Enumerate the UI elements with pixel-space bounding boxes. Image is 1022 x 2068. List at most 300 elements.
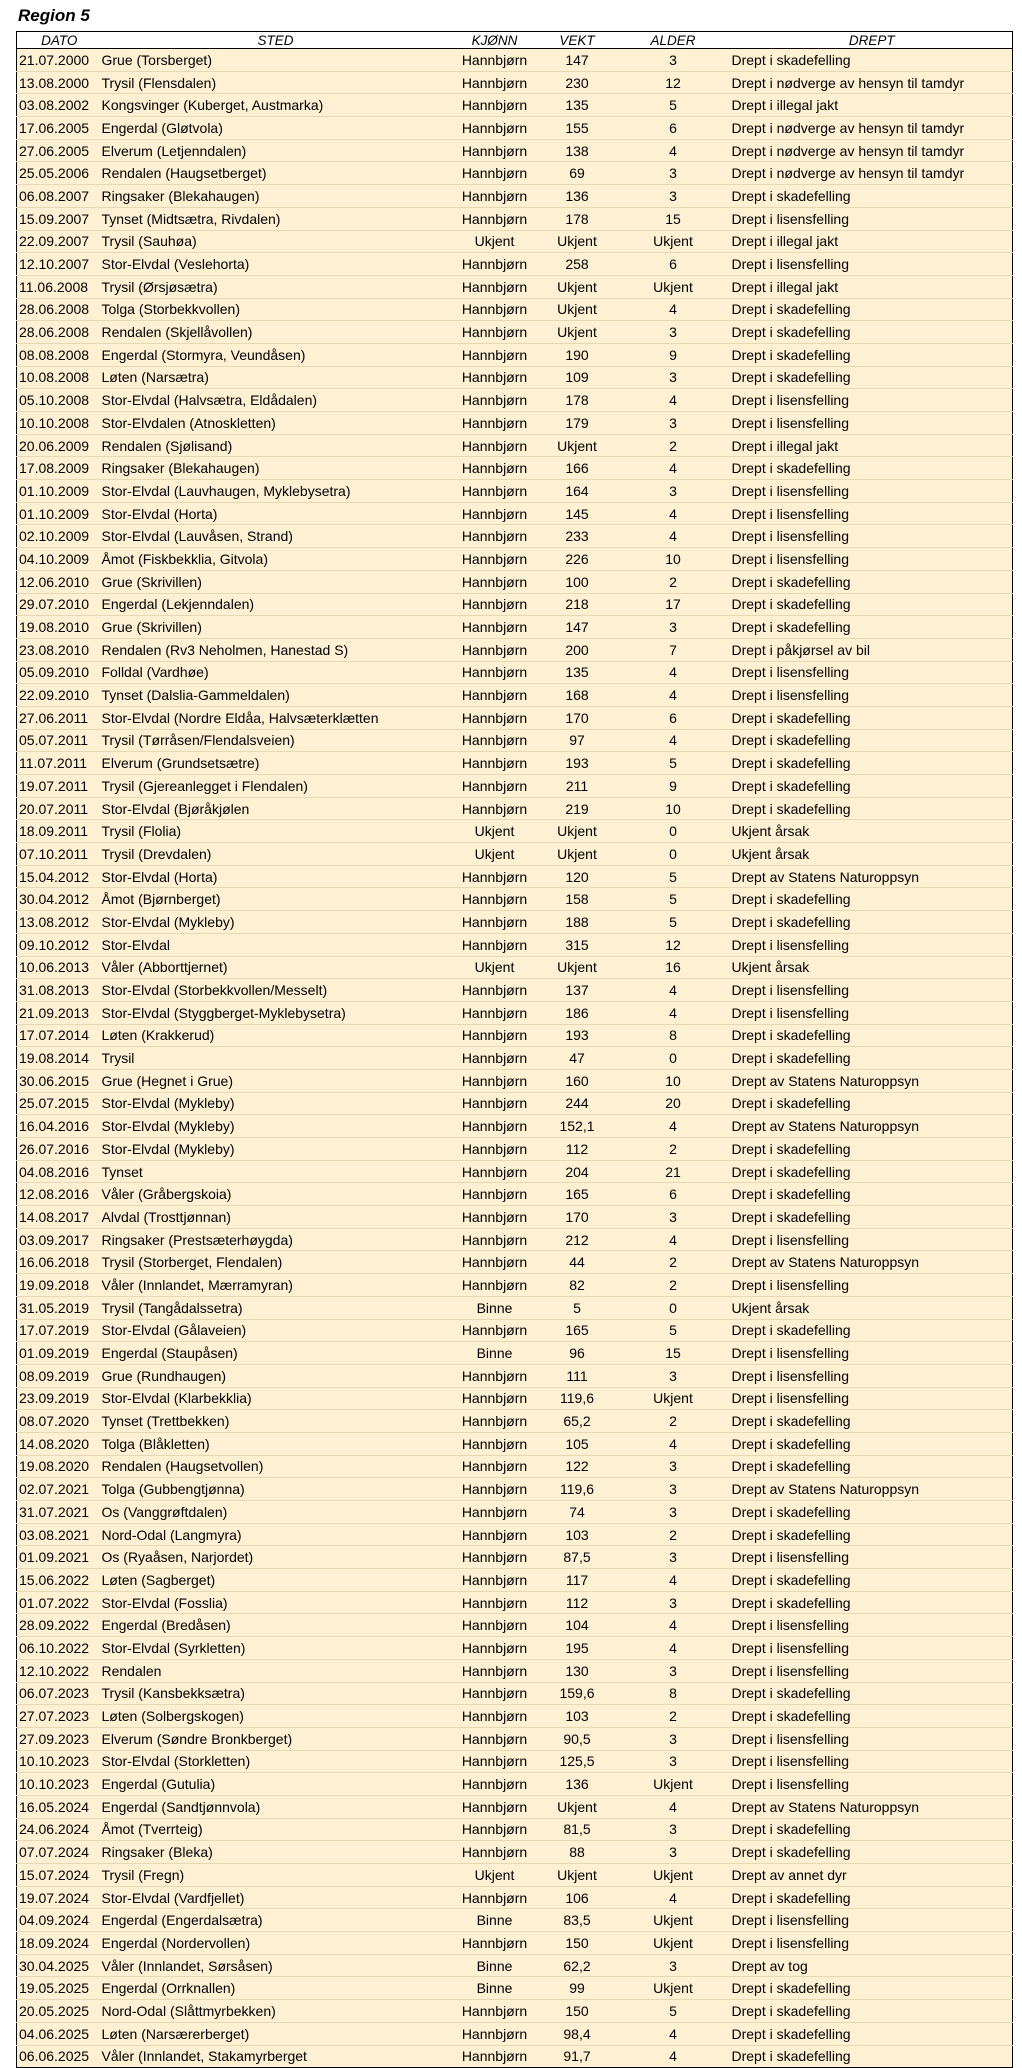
weight-cell[interactable]: 96 [538, 1342, 615, 1365]
age-cell[interactable]: 4 [615, 1886, 730, 1909]
column-header-cause[interactable]: DREPT [730, 32, 1013, 49]
weight-cell[interactable]: 179 [538, 412, 615, 435]
age-cell[interactable]: 2 [615, 1410, 730, 1433]
place-cell[interactable]: Åmot (Tverrteig) [100, 1818, 450, 1841]
cause-cell[interactable]: Drept i lisensfelling [730, 502, 1013, 525]
weight-cell[interactable]: 147 [538, 49, 615, 72]
place-cell[interactable]: Elverum (Grundsetsætre) [100, 752, 450, 775]
age-cell[interactable]: 0 [615, 843, 730, 866]
weight-cell[interactable]: 119,6 [538, 1478, 615, 1501]
date-cell[interactable]: 06.06.2025 [17, 2045, 100, 2068]
weight-cell[interactable]: 88 [538, 1841, 615, 1864]
place-cell[interactable]: Løten (Narsærerberget) [100, 2022, 450, 2045]
place-cell[interactable]: Grue (Rundhaugen) [100, 1364, 450, 1387]
place-cell[interactable]: Tolga (Storbekkvollen) [100, 298, 450, 321]
date-cell[interactable]: 01.10.2009 [17, 502, 100, 525]
sex-cell[interactable]: Hannbjørn [450, 752, 538, 775]
sex-cell[interactable]: Hannbjørn [450, 321, 538, 344]
place-cell[interactable]: Våler (Innlandet, Mærramyran) [100, 1274, 450, 1297]
weight-cell[interactable]: 103 [538, 1705, 615, 1728]
place-cell[interactable]: Engerdal (Engerdalsætra) [100, 1909, 450, 1932]
place-cell[interactable]: Våler (Gråbergskoia) [100, 1183, 450, 1206]
weight-cell[interactable]: Ukjent [538, 843, 615, 866]
sex-cell[interactable]: Hannbjørn [450, 1251, 538, 1274]
age-cell[interactable]: 4 [615, 502, 730, 525]
age-cell[interactable]: 3 [615, 1841, 730, 1864]
date-cell[interactable]: 31.05.2019 [17, 1296, 100, 1319]
place-cell[interactable]: Engerdal (Sandtjønnvola) [100, 1795, 450, 1818]
place-cell[interactable]: Stor-Elvdal (Veslehorta) [100, 253, 450, 276]
age-cell[interactable]: Ukjent [615, 1387, 730, 1410]
place-cell[interactable]: Stor-Elvdal (Mykleby) [100, 1138, 450, 1161]
date-cell[interactable]: 01.07.2022 [17, 1591, 100, 1614]
cause-cell[interactable]: Drept i skadefelling [730, 1682, 1013, 1705]
place-cell[interactable]: Grue (Skrivillen) [100, 570, 450, 593]
age-cell[interactable]: 4 [615, 2045, 730, 2068]
age-cell[interactable]: 4 [615, 525, 730, 548]
age-cell[interactable]: 15 [615, 1342, 730, 1365]
weight-cell[interactable]: 152,1 [538, 1115, 615, 1138]
date-cell[interactable]: 15.06.2022 [17, 1569, 100, 1592]
sex-cell[interactable]: Hannbjørn [450, 593, 538, 616]
place-cell[interactable]: Rendalen (Rv3 Neholmen, Hanestad S) [100, 638, 450, 661]
weight-cell[interactable]: 233 [538, 525, 615, 548]
cause-cell[interactable]: Drept i skadefelling [730, 570, 1013, 593]
sex-cell[interactable]: Hannbjørn [450, 94, 538, 117]
cause-cell[interactable]: Drept i skadefelling [730, 366, 1013, 389]
date-cell[interactable]: 19.07.2024 [17, 1886, 100, 1909]
cause-cell[interactable]: Drept i skadefelling [730, 457, 1013, 480]
sex-cell[interactable]: Hannbjørn [450, 49, 538, 72]
date-cell[interactable]: 21.09.2013 [17, 1001, 100, 1024]
weight-cell[interactable]: 193 [538, 1024, 615, 1047]
cause-cell[interactable]: Drept i skadefelling [730, 1523, 1013, 1546]
place-cell[interactable]: Trysil (Sauhøa) [100, 230, 450, 253]
place-cell[interactable]: Trysil (Storberget, Flendalen) [100, 1251, 450, 1274]
date-cell[interactable]: 20.05.2025 [17, 2000, 100, 2023]
cause-cell[interactable]: Drept i skadefelling [730, 1977, 1013, 2000]
sex-cell[interactable]: Hannbjørn [450, 933, 538, 956]
place-cell[interactable]: Trysil (Fregn) [100, 1864, 450, 1887]
sex-cell[interactable]: Hannbjørn [450, 979, 538, 1002]
cause-cell[interactable]: Drept i skadefelling [730, 321, 1013, 344]
date-cell[interactable]: 12.06.2010 [17, 570, 100, 593]
cause-cell[interactable]: Drept i skadefelling [730, 2045, 1013, 2068]
date-cell[interactable]: 24.06.2024 [17, 1818, 100, 1841]
age-cell[interactable]: 3 [615, 616, 730, 639]
sex-cell[interactable]: Binne [450, 1977, 538, 2000]
place-cell[interactable]: Stor-Elvdal (Fosslia) [100, 1591, 450, 1614]
date-cell[interactable]: 13.08.2000 [17, 71, 100, 94]
age-cell[interactable]: Ukjent [615, 1864, 730, 1887]
date-cell[interactable]: 10.10.2023 [17, 1750, 100, 1773]
cause-cell[interactable]: Drept i lisensfelling [730, 253, 1013, 276]
sex-cell[interactable]: Ukjent [450, 1864, 538, 1887]
age-cell[interactable]: 4 [615, 729, 730, 752]
weight-cell[interactable]: 230 [538, 71, 615, 94]
cause-cell[interactable]: Drept i lisensfelling [730, 979, 1013, 1002]
sex-cell[interactable]: Hannbjørn [450, 1092, 538, 1115]
age-cell[interactable]: 3 [615, 1206, 730, 1229]
weight-cell[interactable]: 165 [538, 1183, 615, 1206]
cause-cell[interactable]: Drept i lisensfelling [730, 1546, 1013, 1569]
weight-cell[interactable]: 200 [538, 638, 615, 661]
cause-cell[interactable]: Drept i skadefelling [730, 1818, 1013, 1841]
age-cell[interactable]: 9 [615, 775, 730, 798]
cause-cell[interactable]: Drept i skadefelling [730, 616, 1013, 639]
sex-cell[interactable]: Hannbjørn [450, 1274, 538, 1297]
weight-cell[interactable]: Ukjent [538, 275, 615, 298]
weight-cell[interactable]: 193 [538, 752, 615, 775]
date-cell[interactable]: 20.06.2009 [17, 434, 100, 457]
age-cell[interactable]: 6 [615, 117, 730, 140]
weight-cell[interactable]: 178 [538, 389, 615, 412]
age-cell[interactable]: 3 [615, 1818, 730, 1841]
age-cell[interactable]: 3 [615, 321, 730, 344]
cause-cell[interactable]: Drept i skadefelling [730, 1024, 1013, 1047]
place-cell[interactable]: Ringsaker (Blekahaugen) [100, 457, 450, 480]
sex-cell[interactable]: Hannbjørn [450, 162, 538, 185]
place-cell[interactable]: Engerdal (Nordervollen) [100, 1932, 450, 1955]
sex-cell[interactable]: Hannbjørn [450, 1727, 538, 1750]
sex-cell[interactable]: Hannbjørn [450, 139, 538, 162]
weight-cell[interactable]: 190 [538, 343, 615, 366]
weight-cell[interactable]: 158 [538, 888, 615, 911]
date-cell[interactable]: 27.06.2005 [17, 139, 100, 162]
age-cell[interactable]: Ukjent [615, 1773, 730, 1796]
weight-cell[interactable]: 137 [538, 979, 615, 1002]
place-cell[interactable]: Våler (Abborttjernet) [100, 956, 450, 979]
age-cell[interactable]: 3 [615, 49, 730, 72]
age-cell[interactable]: 8 [615, 1682, 730, 1705]
weight-cell[interactable]: Ukjent [538, 1795, 615, 1818]
cause-cell[interactable]: Drept i skadefelling [730, 1092, 1013, 1115]
sex-cell[interactable]: Hannbjørn [450, 2000, 538, 2023]
weight-cell[interactable]: 188 [538, 911, 615, 934]
place-cell[interactable]: Stor-Elvdal (Gålaveien) [100, 1319, 450, 1342]
age-cell[interactable]: 4 [615, 389, 730, 412]
sex-cell[interactable]: Hannbjørn [450, 775, 538, 798]
date-cell[interactable]: 29.07.2010 [17, 593, 100, 616]
weight-cell[interactable]: 135 [538, 661, 615, 684]
date-cell[interactable]: 10.08.2008 [17, 366, 100, 389]
sex-cell[interactable]: Hannbjørn [450, 1614, 538, 1637]
date-cell[interactable]: 26.07.2016 [17, 1138, 100, 1161]
cause-cell[interactable]: Drept i skadefelling [730, 1455, 1013, 1478]
date-cell[interactable]: 01.09.2021 [17, 1546, 100, 1569]
place-cell[interactable]: Stor-Elvdal (Mykleby) [100, 1115, 450, 1138]
age-cell[interactable]: 5 [615, 911, 730, 934]
place-cell[interactable]: Våler (Innlandet, Stakamyrberget [100, 2045, 450, 2068]
cause-cell[interactable]: Drept i skadefelling [730, 1319, 1013, 1342]
cause-cell[interactable]: Drept i lisensfelling [730, 1932, 1013, 1955]
cause-cell[interactable]: Drept i lisensfelling [730, 1364, 1013, 1387]
age-cell[interactable]: 3 [615, 1364, 730, 1387]
date-cell[interactable]: 05.10.2008 [17, 389, 100, 412]
date-cell[interactable]: 03.08.2021 [17, 1523, 100, 1546]
cause-cell[interactable]: Drept i lisensfelling [730, 412, 1013, 435]
sex-cell[interactable]: Hannbjørn [450, 1410, 538, 1433]
weight-cell[interactable]: 47 [538, 1047, 615, 1070]
cause-cell[interactable]: Drept i lisensfelling [730, 1727, 1013, 1750]
place-cell[interactable]: Engerdal (Gutulia) [100, 1773, 450, 1796]
date-cell[interactable]: 31.08.2013 [17, 979, 100, 1002]
weight-cell[interactable]: 212 [538, 1228, 615, 1251]
date-cell[interactable]: 01.10.2009 [17, 480, 100, 503]
place-cell[interactable]: Trysil (Kansbekksætra) [100, 1682, 450, 1705]
cause-cell[interactable]: Drept i skadefelling [730, 49, 1013, 72]
cause-cell[interactable]: Drept i skadefelling [730, 343, 1013, 366]
date-cell[interactable]: 30.04.2025 [17, 1954, 100, 1977]
sex-cell[interactable]: Hannbjørn [450, 548, 538, 571]
date-cell[interactable]: 01.09.2019 [17, 1342, 100, 1365]
age-cell[interactable]: 4 [615, 2022, 730, 2045]
sex-cell[interactable]: Binne [450, 1296, 538, 1319]
date-cell[interactable]: 15.04.2012 [17, 865, 100, 888]
date-cell[interactable]: 19.08.2020 [17, 1455, 100, 1478]
cause-cell[interactable]: Drept i skadefelling [730, 706, 1013, 729]
weight-cell[interactable]: 135 [538, 94, 615, 117]
sex-cell[interactable]: Hannbjørn [450, 343, 538, 366]
place-cell[interactable]: Rendalen (Skjellåvollen) [100, 321, 450, 344]
age-cell[interactable]: Ukjent [615, 230, 730, 253]
date-cell[interactable]: 16.06.2018 [17, 1251, 100, 1274]
cause-cell[interactable]: Drept i skadefelling [730, 1841, 1013, 1864]
sex-cell[interactable]: Hannbjørn [450, 366, 538, 389]
place-cell[interactable]: Engerdal (Lekjenndalen) [100, 593, 450, 616]
weight-cell[interactable]: 164 [538, 480, 615, 503]
cause-cell[interactable]: Drept i skadefelling [730, 298, 1013, 321]
age-cell[interactable]: 2 [615, 1523, 730, 1546]
age-cell[interactable]: 17 [615, 593, 730, 616]
place-cell[interactable]: Åmot (Fiskbekklia, Gitvola) [100, 548, 450, 571]
place-cell[interactable]: Ringsaker (Prestsæterhøygda) [100, 1228, 450, 1251]
cause-cell[interactable]: Drept i lisensfelling [730, 1614, 1013, 1637]
date-cell[interactable]: 09.10.2012 [17, 933, 100, 956]
date-cell[interactable]: 30.06.2015 [17, 1069, 100, 1092]
age-cell[interactable]: 3 [615, 1591, 730, 1614]
date-cell[interactable]: 05.09.2010 [17, 661, 100, 684]
sex-cell[interactable]: Hannbjørn [450, 1069, 538, 1092]
place-cell[interactable]: Engerdal (Gløtvola) [100, 117, 450, 140]
age-cell[interactable]: Ukjent [615, 1909, 730, 1932]
weight-cell[interactable]: 62,2 [538, 1954, 615, 1977]
age-cell[interactable]: 4 [615, 684, 730, 707]
place-cell[interactable]: Trysil [100, 1047, 450, 1070]
age-cell[interactable]: 3 [615, 412, 730, 435]
weight-cell[interactable]: Ukjent [538, 230, 615, 253]
cause-cell[interactable]: Drept i lisensfelling [730, 1773, 1013, 1796]
place-cell[interactable]: Trysil (Drevdalen) [100, 843, 450, 866]
cause-cell[interactable]: Drept i illegal jakt [730, 230, 1013, 253]
place-cell[interactable]: Engerdal (Staupåsen) [100, 1342, 450, 1365]
sex-cell[interactable]: Hannbjørn [450, 1773, 538, 1796]
age-cell[interactable]: 3 [615, 1478, 730, 1501]
age-cell[interactable]: 3 [615, 1455, 730, 1478]
date-cell[interactable]: 19.07.2011 [17, 775, 100, 798]
cause-cell[interactable]: Drept i påkjørsel av bil [730, 638, 1013, 661]
cause-cell[interactable]: Drept i nødverge av hensyn til tamdyr [730, 117, 1013, 140]
place-cell[interactable]: Stor-Elvdal (Mykleby) [100, 911, 450, 934]
date-cell[interactable]: 06.08.2007 [17, 185, 100, 208]
sex-cell[interactable]: Hannbjørn [450, 1387, 538, 1410]
sex-cell[interactable]: Hannbjørn [450, 1432, 538, 1455]
cause-cell[interactable]: Drept i lisensfelling [730, 1637, 1013, 1660]
place-cell[interactable]: Os (Vanggrøftdalen) [100, 1501, 450, 1524]
cause-cell[interactable]: Drept i lisensfelling [730, 1909, 1013, 1932]
date-cell[interactable]: 17.08.2009 [17, 457, 100, 480]
cause-cell[interactable]: Drept i skadefelling [730, 1160, 1013, 1183]
age-cell[interactable]: 6 [615, 706, 730, 729]
date-cell[interactable]: 12.10.2007 [17, 253, 100, 276]
place-cell[interactable]: Engerdal (Orrknallen) [100, 1977, 450, 2000]
age-cell[interactable]: 3 [615, 1659, 730, 1682]
age-cell[interactable]: 3 [615, 480, 730, 503]
date-cell[interactable]: 07.10.2011 [17, 843, 100, 866]
weight-cell[interactable]: 112 [538, 1591, 615, 1614]
weight-cell[interactable]: 91,7 [538, 2045, 615, 2068]
weight-cell[interactable]: 105 [538, 1432, 615, 1455]
cause-cell[interactable]: Drept av Statens Naturoppsyn [730, 1478, 1013, 1501]
cause-cell[interactable]: Drept av Statens Naturoppsyn [730, 865, 1013, 888]
age-cell[interactable]: 3 [615, 1954, 730, 1977]
place-cell[interactable]: Trysil (Tørråsen/Flendalsveien) [100, 729, 450, 752]
place-cell[interactable]: Stor-Elvdal (Horta) [100, 502, 450, 525]
weight-cell[interactable]: 98,4 [538, 2022, 615, 2045]
weight-cell[interactable]: 100 [538, 570, 615, 593]
cause-cell[interactable]: Drept i skadefelling [730, 1432, 1013, 1455]
weight-cell[interactable]: 136 [538, 185, 615, 208]
sex-cell[interactable]: Hannbjørn [450, 1183, 538, 1206]
weight-cell[interactable]: 109 [538, 366, 615, 389]
sex-cell[interactable]: Hannbjørn [450, 570, 538, 593]
age-cell[interactable]: 12 [615, 71, 730, 94]
sex-cell[interactable]: Hannbjørn [450, 2022, 538, 2045]
sex-cell[interactable]: Hannbjørn [450, 1206, 538, 1229]
weight-cell[interactable]: 219 [538, 797, 615, 820]
weight-cell[interactable]: 82 [538, 1274, 615, 1297]
age-cell[interactable]: 0 [615, 820, 730, 843]
sex-cell[interactable]: Hannbjørn [450, 684, 538, 707]
weight-cell[interactable]: 165 [538, 1319, 615, 1342]
date-cell[interactable]: 02.10.2009 [17, 525, 100, 548]
age-cell[interactable]: 3 [615, 366, 730, 389]
weight-cell[interactable]: 74 [538, 1501, 615, 1524]
age-cell[interactable]: 4 [615, 1001, 730, 1024]
weight-cell[interactable]: 83,5 [538, 1909, 615, 1932]
cause-cell[interactable]: Drept i illegal jakt [730, 94, 1013, 117]
date-cell[interactable]: 25.05.2006 [17, 162, 100, 185]
weight-cell[interactable]: Ukjent [538, 434, 615, 457]
sex-cell[interactable]: Hannbjørn [450, 1546, 538, 1569]
place-cell[interactable]: Rendalen (Sjølisand) [100, 434, 450, 457]
weight-cell[interactable]: Ukjent [538, 321, 615, 344]
date-cell[interactable]: 31.07.2021 [17, 1501, 100, 1524]
age-cell[interactable]: 4 [615, 139, 730, 162]
column-header-sex[interactable]: KJØNN [450, 32, 538, 49]
date-cell[interactable]: 04.06.2025 [17, 2022, 100, 2045]
sex-cell[interactable]: Hannbjørn [450, 888, 538, 911]
sex-cell[interactable]: Hannbjørn [450, 1637, 538, 1660]
age-cell[interactable]: 10 [615, 1069, 730, 1092]
weight-cell[interactable]: 168 [538, 684, 615, 707]
date-cell[interactable]: 08.09.2019 [17, 1364, 100, 1387]
date-cell[interactable]: 04.09.2024 [17, 1909, 100, 1932]
weight-cell[interactable]: 204 [538, 1160, 615, 1183]
place-cell[interactable]: Stor-Elvdalen (Atnoskletten) [100, 412, 450, 435]
sex-cell[interactable]: Hannbjørn [450, 1115, 538, 1138]
date-cell[interactable]: 06.10.2022 [17, 1637, 100, 1660]
weight-cell[interactable]: 97 [538, 729, 615, 752]
age-cell[interactable]: 9 [615, 343, 730, 366]
weight-cell[interactable]: 178 [538, 207, 615, 230]
date-cell[interactable]: 13.08.2012 [17, 911, 100, 934]
weight-cell[interactable]: 315 [538, 933, 615, 956]
age-cell[interactable]: 4 [615, 457, 730, 480]
date-cell[interactable]: 18.09.2024 [17, 1932, 100, 1955]
cause-cell[interactable]: Drept i nødverge av hensyn til tamdyr [730, 71, 1013, 94]
cause-cell[interactable]: Drept av Statens Naturoppsyn [730, 1069, 1013, 1092]
sex-cell[interactable]: Hannbjørn [450, 1705, 538, 1728]
sex-cell[interactable]: Hannbjørn [450, 729, 538, 752]
date-cell[interactable]: 22.09.2007 [17, 230, 100, 253]
age-cell[interactable]: 5 [615, 888, 730, 911]
cause-cell[interactable]: Drept i skadefelling [730, 797, 1013, 820]
weight-cell[interactable]: 125,5 [538, 1750, 615, 1773]
place-cell[interactable]: Stor-Elvdal (Nordre Eldåa, Halvsæterklætten [100, 706, 450, 729]
age-cell[interactable]: 21 [615, 1160, 730, 1183]
sex-cell[interactable]: Hannbjørn [450, 865, 538, 888]
place-cell[interactable]: Stor-Elvdal [100, 933, 450, 956]
place-cell[interactable]: Trysil (Ørsjøsætra) [100, 275, 450, 298]
place-cell[interactable]: Grue (Hegnet i Grue) [100, 1069, 450, 1092]
place-cell[interactable]: Stor-Elvdal (Mykleby) [100, 1092, 450, 1115]
sex-cell[interactable]: Hannbjørn [450, 1478, 538, 1501]
date-cell[interactable]: 23.09.2019 [17, 1387, 100, 1410]
place-cell[interactable]: Løten (Narsætra) [100, 366, 450, 389]
date-cell[interactable]: 19.09.2018 [17, 1274, 100, 1297]
age-cell[interactable]: 4 [615, 298, 730, 321]
date-cell[interactable]: 19.08.2010 [17, 616, 100, 639]
cause-cell[interactable]: Drept i skadefelling [730, 185, 1013, 208]
cause-cell[interactable]: Drept i illegal jakt [730, 434, 1013, 457]
cause-cell[interactable]: Drept i skadefelling [730, 2000, 1013, 2023]
weight-cell[interactable]: Ukjent [538, 298, 615, 321]
date-cell[interactable]: 02.07.2021 [17, 1478, 100, 1501]
place-cell[interactable]: Grue (Torsberget) [100, 49, 450, 72]
sex-cell[interactable]: Hannbjørn [450, 457, 538, 480]
age-cell[interactable]: 2 [615, 1251, 730, 1274]
date-cell[interactable]: 17.07.2014 [17, 1024, 100, 1047]
sex-cell[interactable]: Binne [450, 1954, 538, 1977]
sex-cell[interactable]: Ukjent [450, 230, 538, 253]
column-header-place[interactable]: STED [100, 32, 450, 49]
weight-cell[interactable]: 87,5 [538, 1546, 615, 1569]
date-cell[interactable]: 10.10.2023 [17, 1773, 100, 1796]
date-cell[interactable]: 14.08.2020 [17, 1432, 100, 1455]
place-cell[interactable]: Tynset (Dalslia-Gammeldalen) [100, 684, 450, 707]
sex-cell[interactable]: Hannbjørn [450, 911, 538, 934]
place-cell[interactable]: Stor-Elvdal (Horta) [100, 865, 450, 888]
sex-cell[interactable]: Hannbjørn [450, 434, 538, 457]
cause-cell[interactable]: Drept i lisensfelling [730, 480, 1013, 503]
place-cell[interactable]: Nord-Odal (Slåttmyrbekken) [100, 2000, 450, 2023]
weight-cell[interactable]: 136 [538, 1773, 615, 1796]
sex-cell[interactable]: Hannbjørn [450, 389, 538, 412]
sex-cell[interactable]: Hannbjørn [450, 1024, 538, 1047]
cause-cell[interactable]: Drept i lisensfelling [730, 389, 1013, 412]
sex-cell[interactable]: Hannbjørn [450, 480, 538, 503]
